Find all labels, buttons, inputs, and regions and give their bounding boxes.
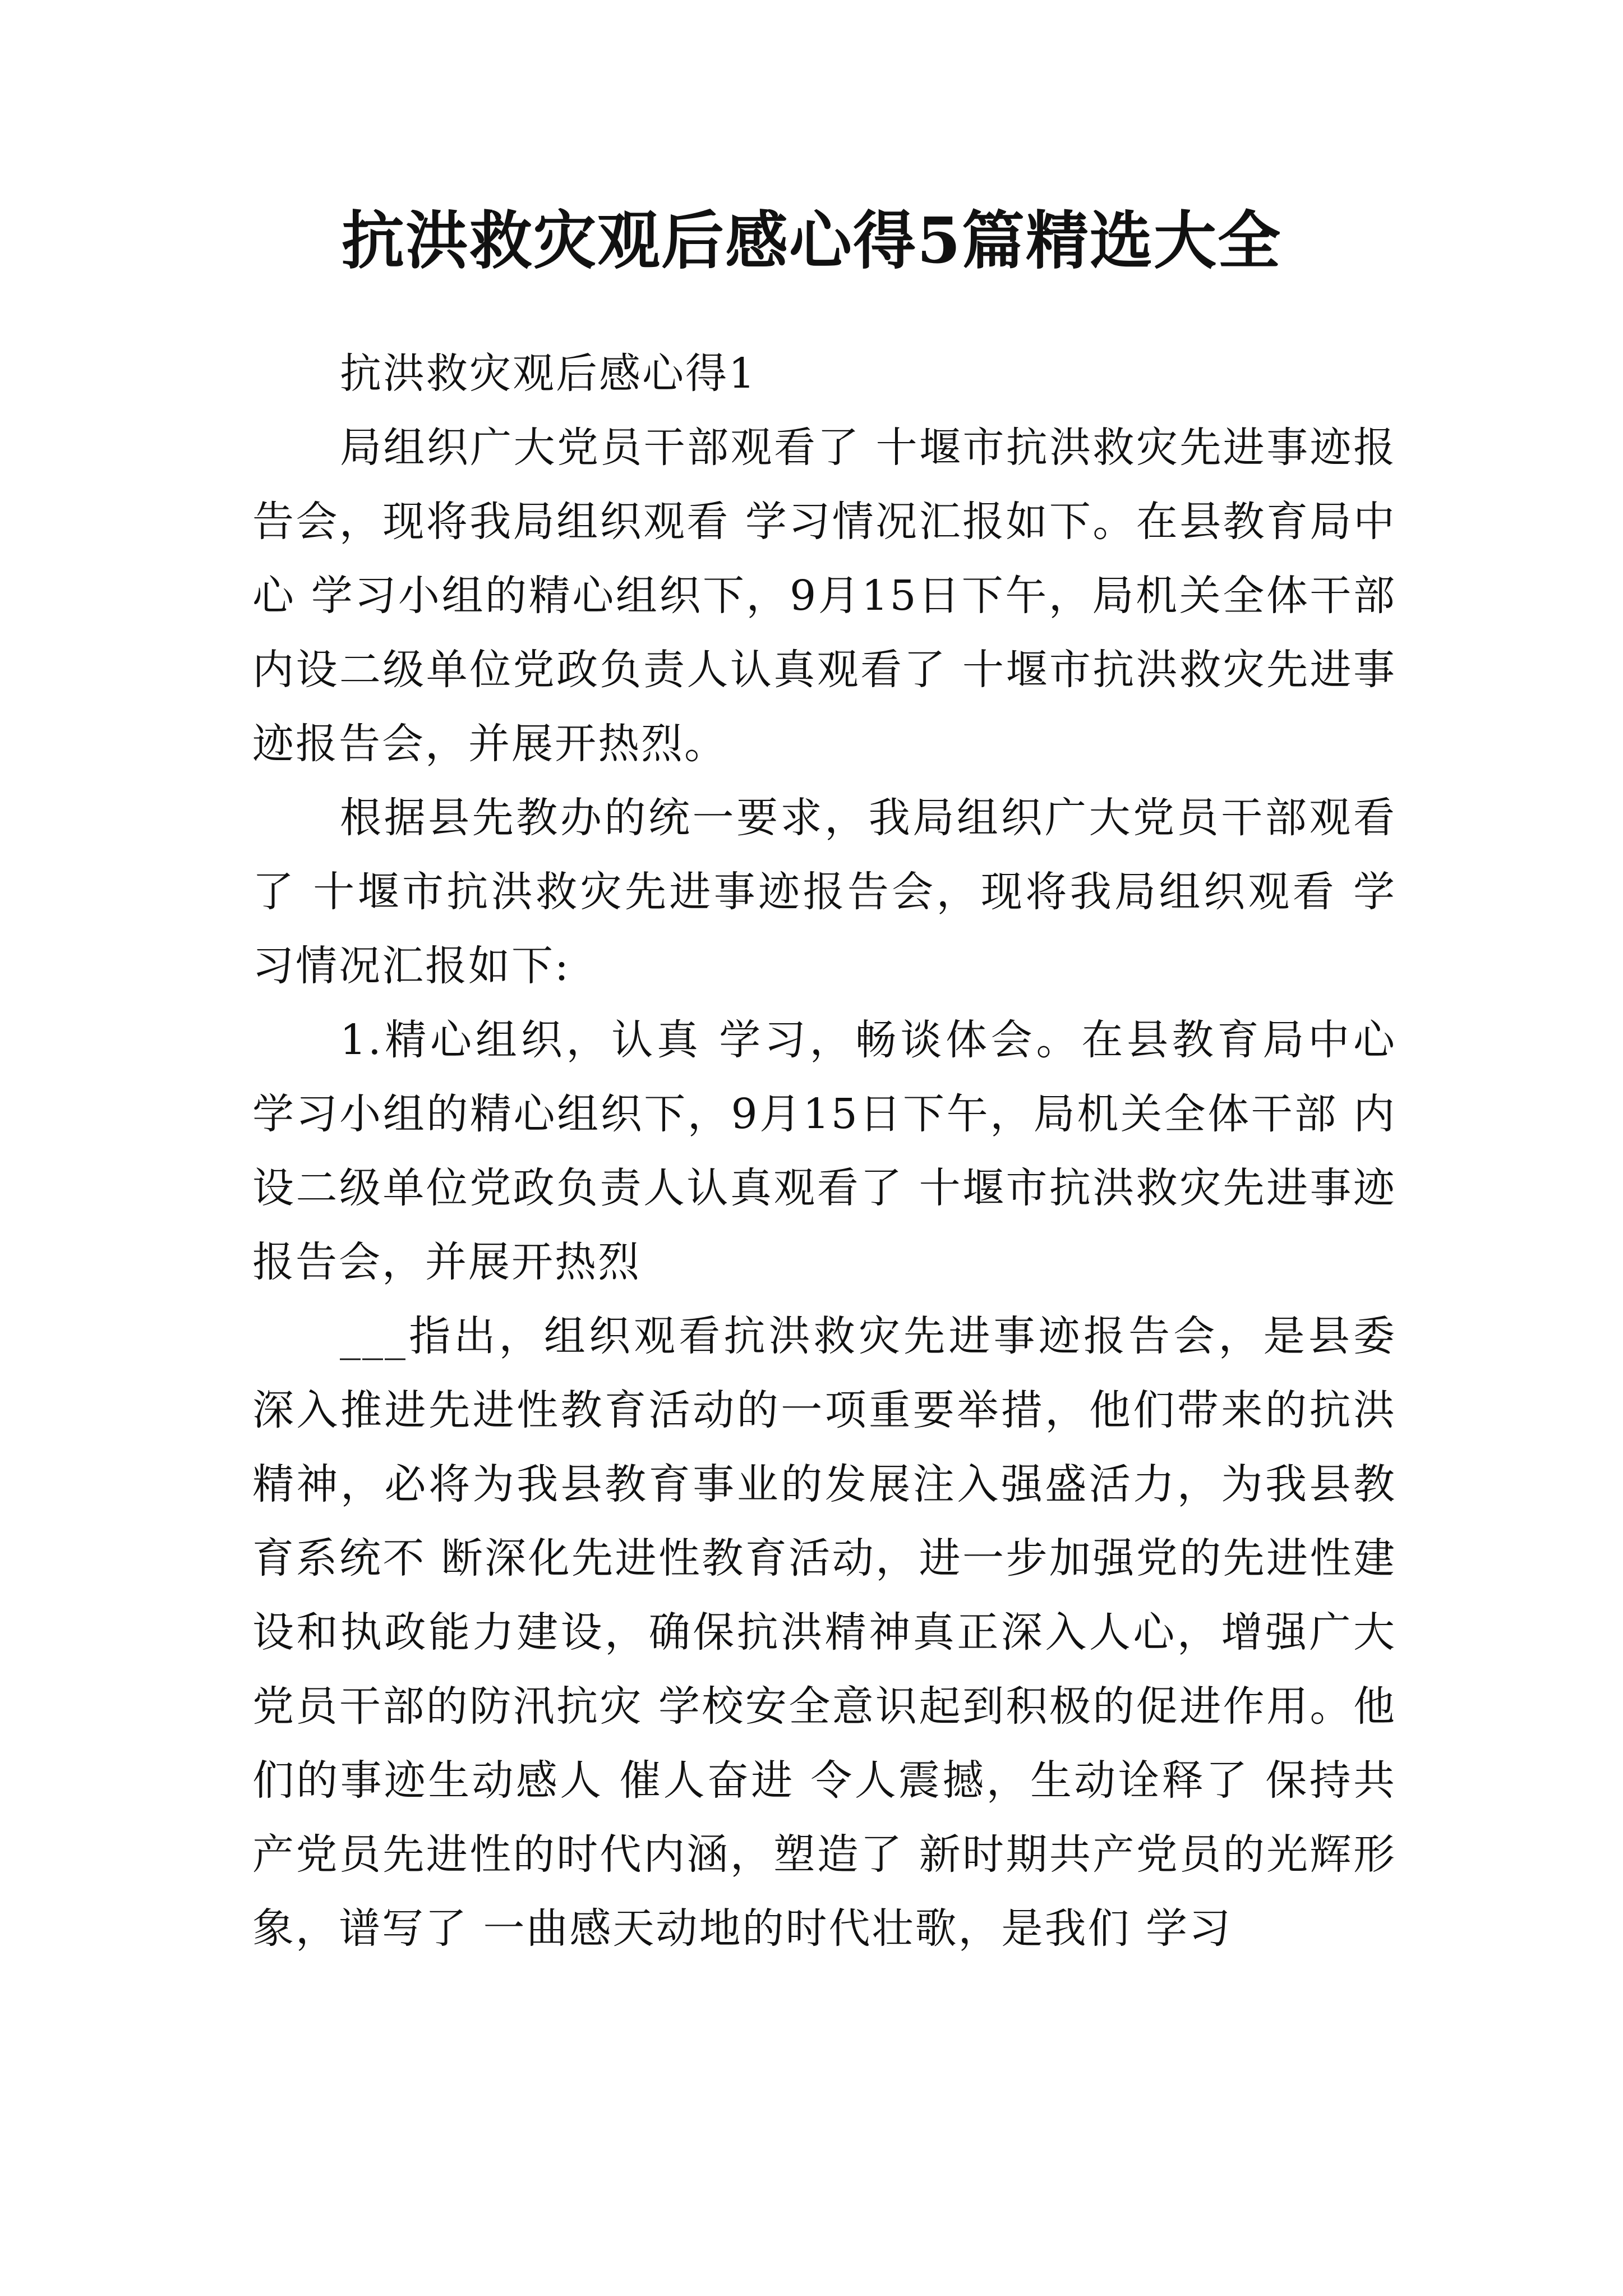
section-heading: 抗洪救灾观后感心得1: [340, 349, 757, 398]
document-title: 抗洪救灾观后感心得5篇精选大全: [342, 204, 1281, 278]
paragraph-1: 局组织广大党员干部观看了 十堰市抗洪救灾先进事迹报告会，现将我局组织观看 学习情况汇报如下。在县教育局中心 学习小组的精心组织下，9月15日下午，局机关全体干部 内设二级单位党政负责人认真观看了 十堰市抗洪救灾先进事迹报告会，并展开热烈。: [252, 424, 1396, 768]
document-body: [252, 337, 1396, 1966]
paragraph-3: 1.精心组织，认真 学习，畅谈体会。在县教育局中心 学习小组的精心组织下，9月15日下午，局机关全体干部 内设二级单位党政负责人认真观看了 十堰市抗洪救灾先进事迹报告会，并展开热烈: [252, 1016, 1396, 1286]
paragraph-4: ___指出，组织观看抗洪救灾先进事迹报告会，是县委深入推进先进性教育活动的一项重要举措，他们带来的抗洪精神，必将为我县教育事业的发展注入强盛活力，为我县教育系统不 断深化先进性教育活动，进一步加强党的先进性建设和执政能力建设，确保抗洪精神真正深入人心，增强广大党员干部的防汛抗灾 学校安全意识起到积极的促进作用。他们的事迹生动感人 催人奋进 令人震撼，生动诠释了 保持共产党员先进性的时代内涵，塑造了 新时期共产党员的光辉形象，谱写了 一曲感天动地的时代壮歌，是我们 学习: [252, 1312, 1396, 1953]
paragraph-2: 根据县先教办的统一要求，我局组织广大党员干部观看了 十堰市抗洪救灾先进事迹报告会，现将我局组织观看 学习情况汇报如下:: [252, 794, 1396, 990]
